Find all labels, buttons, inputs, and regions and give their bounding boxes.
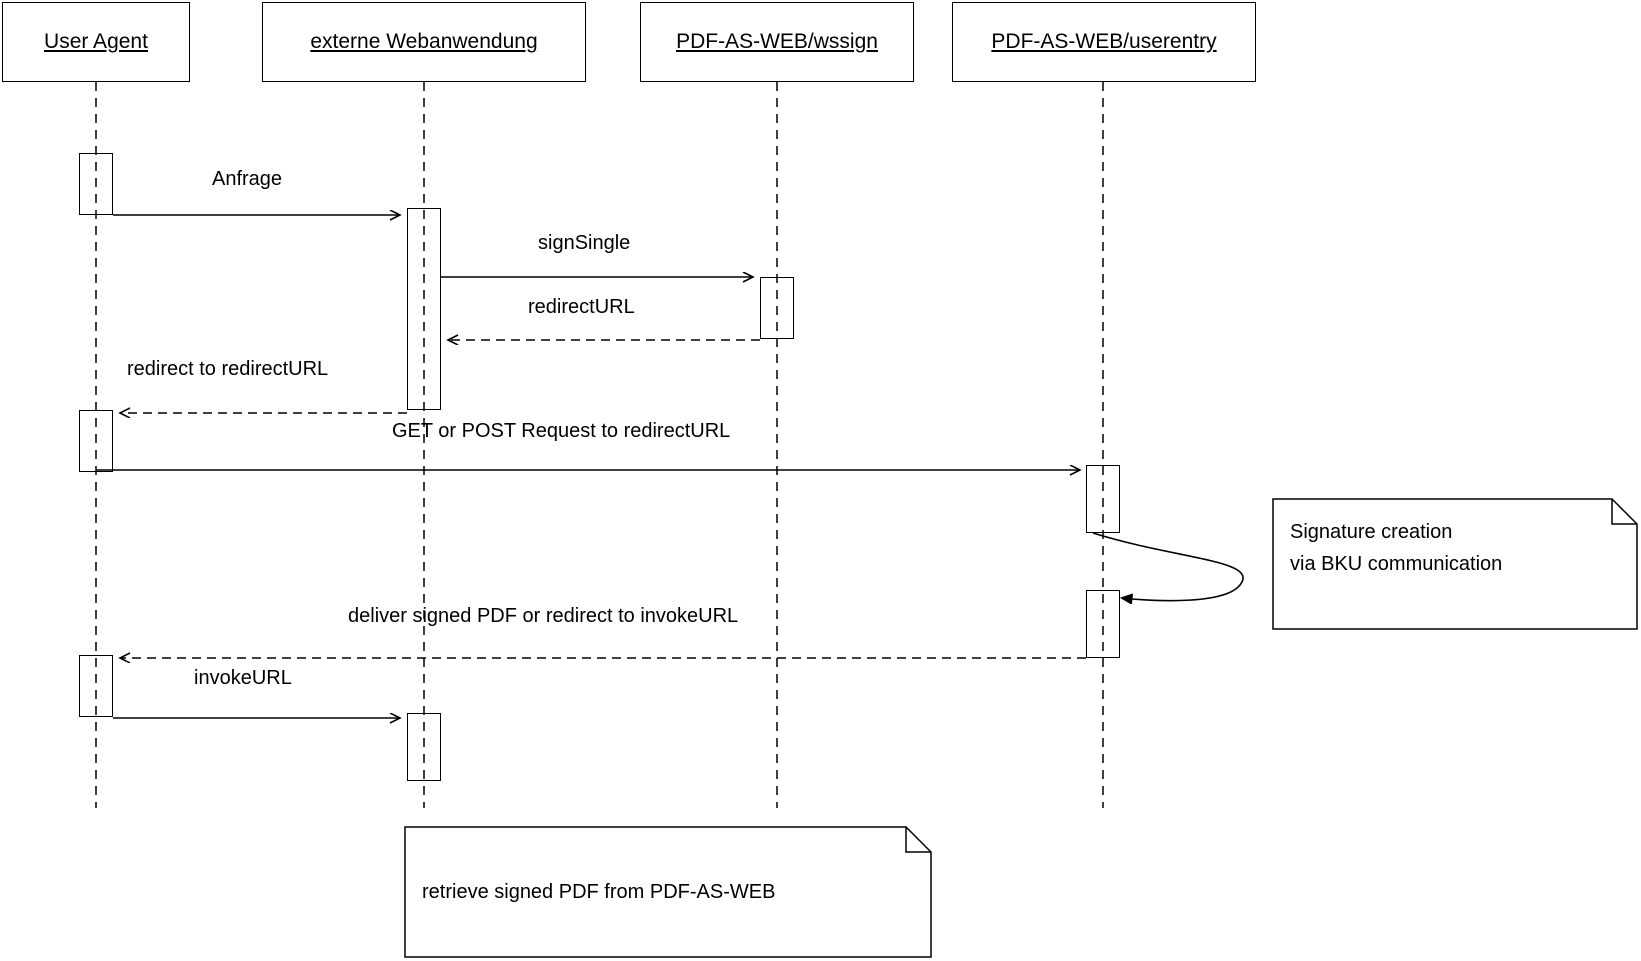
message-label-get-or-post-request: GET or POST Request to redirectURL [392, 420, 731, 442]
activation-user-agent-invoke [79, 655, 113, 717]
lifeline-label: PDF-AS-WEB/userentry [991, 30, 1217, 53]
activation-externe-webanwendung-invoke [407, 713, 441, 781]
lifeline-label: PDF-AS-WEB/wssign [676, 30, 878, 53]
lifeline-header-pdf-as-web-userentry[interactable] [952, 2, 1256, 82]
message-label-redirect-url: redirectURL [528, 296, 635, 318]
lifeline-header-pdf-as-web-wssign[interactable] [640, 2, 914, 82]
activation-wssign [760, 277, 794, 339]
activation-userentry-second [1086, 590, 1120, 658]
lifeline-header-user-agent[interactable] [2, 2, 190, 82]
message-label-redirect-to-redirecturl: redirect to redirectURL [127, 358, 329, 380]
activation-user-agent-request [79, 410, 113, 472]
activation-userentry-first [1086, 465, 1120, 533]
note-retrieve-pdf [404, 826, 932, 958]
note-signature-creation-line-1: Signature creation [1290, 521, 1453, 543]
message-label-invoke-url: invokeURL [194, 667, 292, 689]
lifeline-label: User Agent [44, 30, 148, 53]
message-label-anfrage: Anfrage [212, 168, 283, 190]
activation-user-agent-anfrage [79, 153, 113, 215]
lifeline-header-externe-webanwendung[interactable] [262, 2, 586, 82]
note-retrieve-pdf-line-1: retrieve signed PDF from PDF-AS-WEB [422, 881, 776, 903]
note-signature-creation [1272, 498, 1638, 630]
activation-externe-webanwendung-main [407, 208, 441, 410]
note-signature-creation-line-2: via BKU communication [1290, 553, 1503, 575]
message-label-sign-single: signSingle [538, 232, 631, 254]
message-label-deliver-signed-pdf: deliver signed PDF or redirect to invokeURL [348, 605, 739, 627]
lifeline-label: externe Webanwendung [310, 30, 538, 53]
